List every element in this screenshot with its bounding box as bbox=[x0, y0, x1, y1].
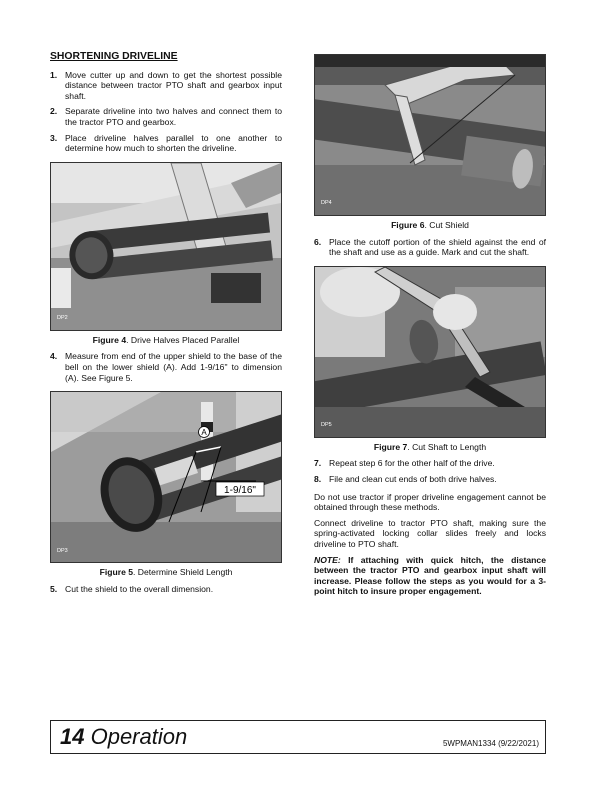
step-number: 2. bbox=[50, 106, 58, 117]
step-text: Repeat step 6 for the other half of the drive. bbox=[329, 458, 495, 469]
step-number: 4. bbox=[50, 351, 58, 362]
right-column bbox=[314, 54, 546, 597]
figure-5-caption bbox=[50, 567, 282, 578]
caption-label: Figure 6 bbox=[391, 220, 425, 230]
step-number: 3. bbox=[50, 132, 58, 143]
connect-instructions: Connect driveline to tractor PTO shaft, making sure the spring-activated locking collar slides freely and locks driveline to PTO shaft. bbox=[314, 517, 546, 549]
page-number: 14 bbox=[60, 724, 85, 749]
step-4 bbox=[50, 351, 282, 383]
caption-label: Figure 4 bbox=[92, 334, 127, 345]
dimension-label: 1-9/16" bbox=[224, 485, 256, 497]
step-number: 7. bbox=[314, 458, 322, 469]
figure-7-photo bbox=[314, 266, 546, 438]
step-text: Move cutter up and down to get the shortest possible distance between tractor PTO shaft and gearbox input shaft. bbox=[65, 69, 282, 101]
caption-text: . Drive Halves Placed Parallel bbox=[126, 334, 240, 345]
note-label: NOTE: bbox=[314, 554, 341, 565]
caption-text: . Determine Shield Length bbox=[133, 567, 233, 578]
step-text: Measure from end of the upper shield to the base of the bell on the lower shield (A). Add 1-9/16" to dimension (A). See Figure 5. bbox=[65, 351, 282, 383]
step-text: Place the cutoff portion of the shield against the end of the shaft and use as a guide. Mark and cut the shaft. bbox=[329, 236, 546, 258]
footer-title bbox=[60, 723, 187, 751]
step-text: File and clean cut ends of both drive halves. bbox=[329, 473, 497, 484]
quick-hitch-note bbox=[314, 555, 546, 597]
figure-5-photo bbox=[50, 391, 282, 563]
step-text: Cut the shield to the overall dimension. bbox=[65, 583, 214, 594]
note-text: If attaching with quick hitch, the distance between the tractor PTO and gearbox input shaft will increase. Please follow the steps as you would for a 3-point hitch to insure proper engagement. bbox=[314, 554, 546, 597]
step-text: Separate driveline into two halves and connect them to the tractor PTO and gearbox. bbox=[65, 106, 282, 127]
document-code: 5WPMAN1334 (9/22/2021) bbox=[442, 739, 539, 748]
step-6 bbox=[314, 237, 546, 258]
figure-code: DP3 bbox=[57, 547, 68, 554]
step-text: Place driveline halves parallel to one another to determine how much to shorten the driveline. bbox=[65, 132, 282, 154]
figure-4-illustration bbox=[51, 163, 281, 330]
callout-a-label: A bbox=[201, 428, 207, 438]
figure-5-illustration bbox=[51, 392, 281, 562]
step-3 bbox=[50, 133, 282, 154]
caption-text: . Cut Shield bbox=[424, 220, 469, 230]
figure-6-caption bbox=[314, 220, 546, 231]
step-number: 1. bbox=[50, 69, 58, 80]
step-7 bbox=[314, 458, 546, 469]
caption-label: Figure 5 bbox=[99, 567, 134, 578]
figure-7-caption bbox=[314, 442, 546, 453]
caption-label: Figure 7 bbox=[373, 441, 408, 452]
figure-4-caption bbox=[50, 335, 282, 346]
step-5 bbox=[50, 584, 282, 595]
step-8 bbox=[314, 474, 546, 485]
step-number: 8. bbox=[314, 473, 322, 484]
figure-code: DP4 bbox=[321, 200, 332, 207]
step-number: 6. bbox=[314, 236, 322, 247]
step-number: 5. bbox=[50, 583, 58, 594]
page-footer bbox=[50, 720, 546, 754]
engagement-warning: Do not use tractor if proper driveline engagement cannot be obtained through these methods. bbox=[314, 491, 546, 513]
figure-code: DP2 bbox=[57, 315, 68, 322]
figure-code: DP5 bbox=[321, 422, 332, 429]
step-1 bbox=[50, 70, 282, 102]
caption-text: . Cut Shaft to Length bbox=[407, 441, 487, 452]
figure-6-photo bbox=[314, 54, 546, 216]
step-2 bbox=[50, 106, 282, 127]
figure-7-illustration bbox=[315, 267, 545, 437]
section-title: Operation bbox=[84, 724, 188, 749]
section-heading: SHORTENING DRIVELINE bbox=[50, 51, 178, 62]
left-column bbox=[50, 52, 282, 599]
figure-4-photo bbox=[50, 162, 282, 331]
figure-6-illustration bbox=[315, 55, 545, 215]
